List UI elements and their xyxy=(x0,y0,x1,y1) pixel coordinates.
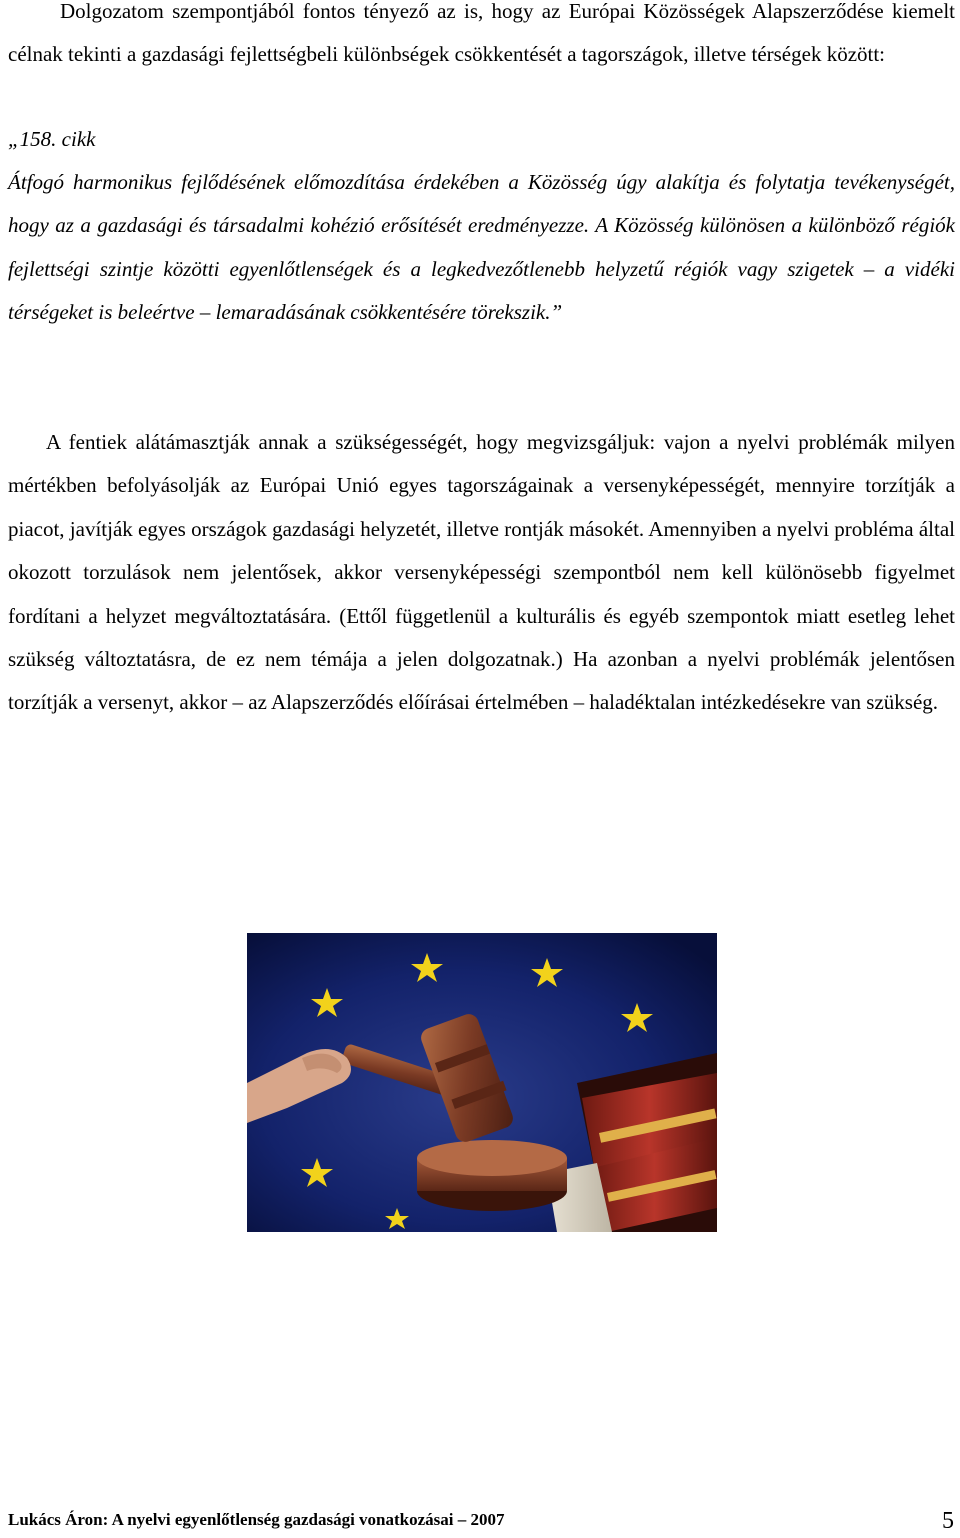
gavel-eu-flag-image xyxy=(247,933,717,1232)
intro-paragraph: Dolgozatom szempontjából fontos tényező az is, hogy az Európai Közösségek Alapszerződése kiemelt célnak tekinti a gazdasági fejlettségbeli különbségek csökkentését a tagországok, illetve térségek között: xyxy=(8,0,955,67)
main-paragraph: A fentiek alátámasztják annak a szükségességét, hogy megvizsgáljuk: vajon a nyelvi problémák milyen mértékben befolyásolják az Európai Unió egyes tagországainak a versenyképességét, mennyire torzítják a piacot, javítják egyes országok gazdasági helyzetét, illetve rontják másokét. Amennyiben a nyelvi probléma által okozott torzulások nem jelentősek, akkor versenyképességi szempontból nem kell különösebb figyelmet fordítani a helyzet megváltoztatására. (Ettől függetlenül a kulturális és egyéb szempontok miatt esetleg lehet szükség változtatásra, de ez nem témája a jelen dolgozatnak.) Ha azonban a nyelvi problémák jelentősen torzítják a versenyt, akkor – az Alapszerződés előírásai értelmében – haladéktalan intézkedésekre van szükség. xyxy=(8,430,956,715)
footer-text: Lukács Áron: A nyelvi egyenlőtlenség gazdasági vonatkozásai – 2007 xyxy=(8,1510,505,1529)
quote-body: Átfogó harmonikus fejlődésének előmozdítása érdekében a Közösség úgy alakítja és folytatja tevékenységét, hogy az a gazdasági és társadalmi kohézió erősítését eredményezze. A Közösség különösen a különböző régiók fejlettségi szintje közötti egyenlőtlenségek és a legkedvezőtlenebb helyzetű régiók vagy szigetek – a vidéki térségeket is beleértve – lemaradásának csökkentésére törekszik.” xyxy=(8,170,955,325)
sound-block xyxy=(417,1140,567,1211)
quote-heading: „158. cikk xyxy=(8,127,96,151)
page-number: 5 xyxy=(942,1508,954,1534)
